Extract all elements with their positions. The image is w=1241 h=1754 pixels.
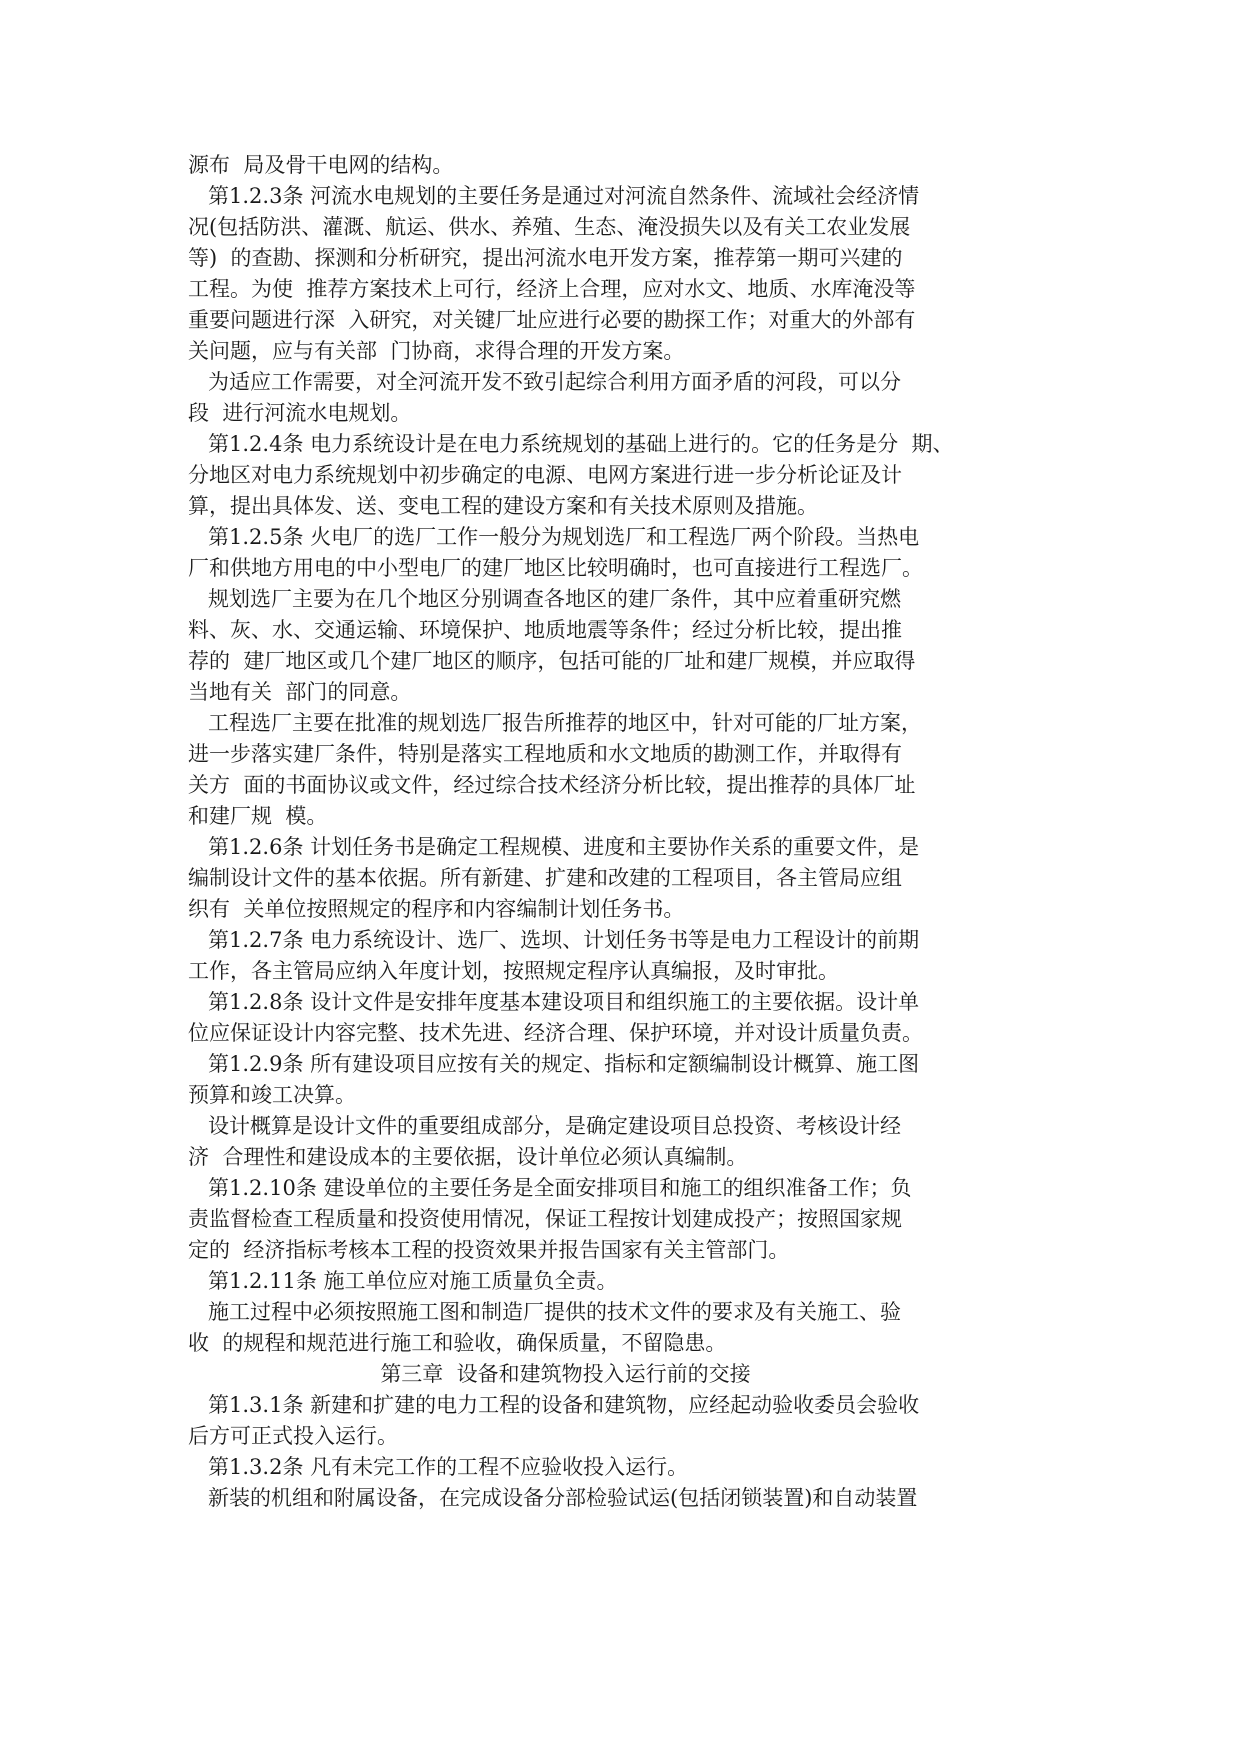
text-line: 第1.2.5条 火电厂的选厂工作一般分为规划选厂和工程选厂两个阶段。当热电 <box>188 525 920 549</box>
text-line: 第1.2.6条 计划任务书是确定工程规模、进度和主要协作关系的重要文件，是 <box>188 835 920 859</box>
text-line: 分地区对电力系统规划中初步确定的电源、电网方案进行进一步分析论证及计 <box>188 463 902 487</box>
chapter-title: 第三章 设备和建筑物投入运行前的交接 <box>380 1362 751 1386</box>
text-line: 预算和竣工决算。 <box>188 1083 356 1107</box>
text-line: 织有 关单位按照规定的程序和内容编制计划任务书。 <box>188 897 685 921</box>
text-line: 等) 的查勘、探测和分析研究，提出河流水电开发方案，推荐第一期可兴建的 <box>188 246 903 270</box>
text-line: 算，提出具体发、送、变电工程的建设方案和有关技术原则及措施。 <box>188 494 818 518</box>
text-line: 第1.2.8条 设计文件是安排年度基本建设项目和组织施工的主要依据。设计单 <box>188 990 920 1014</box>
text-line: 工作，各主管局应纳入年度计划，按照规定程序认真编报，及时审批。 <box>188 959 839 983</box>
text-line: 工程。为使 推荐方案技术上可行，经济上合理，应对水文、地质、水库淹没等 <box>188 277 916 301</box>
text-line: 第1.2.10条 建设单位的主要任务是全面安排项目和施工的组织准备工作；负 <box>188 1176 912 1200</box>
text-line: 第1.2.9条 所有建设项目应按有关的规定、指标和定额编制设计概算、施工图 <box>188 1052 920 1076</box>
document-body <box>188 150 954 1514</box>
text-line: 编制设计文件的基本依据。所有新建、扩建和改建的工程项目，各主管局应组 <box>188 866 902 890</box>
text-line: 第1.3.2条 凡有未完工作的工程不应验收投入运行。 <box>188 1455 689 1479</box>
text-line: 荐的 建厂地区或几个建厂地区的顺序，包括可能的厂址和建厂规模，并应取得 <box>188 649 916 673</box>
text-line: 进一步落实建厂条件，特别是落实工程地质和水文地质的勘测工作，并取得有 <box>188 742 902 766</box>
text-line: 责监督检查工程质量和投资使用情况，保证工程按计划建成投产；按照国家规 <box>188 1207 902 1231</box>
text-line: 厂和供地方用电的中小型电厂的建厂地区比较明确时，也可直接进行工程选厂。 <box>188 556 923 580</box>
text-line: 段 进行河流水电规划。 <box>188 401 412 425</box>
text-line: 新装的机组和附属设备，在完成设备分部检验试运(包括闭锁装置)和自动装置 <box>188 1486 918 1510</box>
text-line: 第1.3.1条 新建和扩建的电力工程的设备和建筑物，应经起动验收委员会验收 <box>188 1393 920 1417</box>
text-line: 位应保证设计内容完整、技术先进、经济合理、保护环境，并对设计质量负责。 <box>188 1021 923 1045</box>
text-line: 为适应工作需要，对全河流开发不致引起综合利用方面矛盾的河段，可以分 <box>188 370 902 394</box>
text-line: 源布 局及骨干电网的结构。 <box>188 153 454 177</box>
text-line: 收 的规程和规范进行施工和验收，确保质量，不留隐患。 <box>188 1331 727 1355</box>
text-line: 关方 面的书面协议或文件，经过综合技术经济分析比较，提出推荐的具体厂址 <box>188 773 916 797</box>
text-line: 第1.2.4条 电力系统设计是在电力系统规划的基础上进行的。它的任务是分 期、 <box>188 432 954 456</box>
text-line: 定的 经济指标考核本工程的投资效果并报告国家有关主管部门。 <box>188 1238 790 1262</box>
text-line: 重要问题进行深 入研究，对关键厂址应进行必要的勘探工作；对重大的外部有 <box>188 308 916 332</box>
text-line: 况(包括防洪、灌溉、航运、供水、养殖、生态、淹没损失以及有关工农业发展 <box>188 215 911 239</box>
text-line: 工程选厂主要在批准的规划选厂报告所推荐的地区中，针对可能的厂址方案， <box>188 711 923 735</box>
text-line: 第1.2.11条 施工单位应对施工质量负全责。 <box>188 1269 618 1293</box>
text-line: 料、灰、水、交通运输、环境保护、地质地震等条件；经过分析比较，提出推 <box>188 618 902 642</box>
text-line: 后方可正式投入运行。 <box>188 1424 398 1448</box>
text-line: 关问题，应与有关部 门协商，求得合理的开发方案。 <box>188 339 685 363</box>
text-line: 设计概算是设计文件的重要组成部分，是确定建设项目总投资、考核设计经 <box>188 1114 902 1138</box>
text-line: 当地有关 部门的同意。 <box>188 680 412 704</box>
text-line: 第1.2.3条 河流水电规划的主要任务是通过对河流自然条件、流域社会经济情 <box>188 184 920 208</box>
text-line: 和建厂规 模。 <box>188 804 328 828</box>
text-line: 规划选厂主要为在几个地区分别调查各地区的建厂条件，其中应着重研究燃 <box>188 587 902 611</box>
text-line: 济 合理性和建设成本的主要依据，设计单位必须认真编制。 <box>188 1145 748 1169</box>
text-line: 施工过程中必须按照施工图和制造厂提供的技术文件的要求及有关施工、验 <box>188 1300 902 1324</box>
text-line: 第1.2.7条 电力系统设计、选厂、选坝、计划任务书等是电力工程设计的前期 <box>188 928 920 952</box>
